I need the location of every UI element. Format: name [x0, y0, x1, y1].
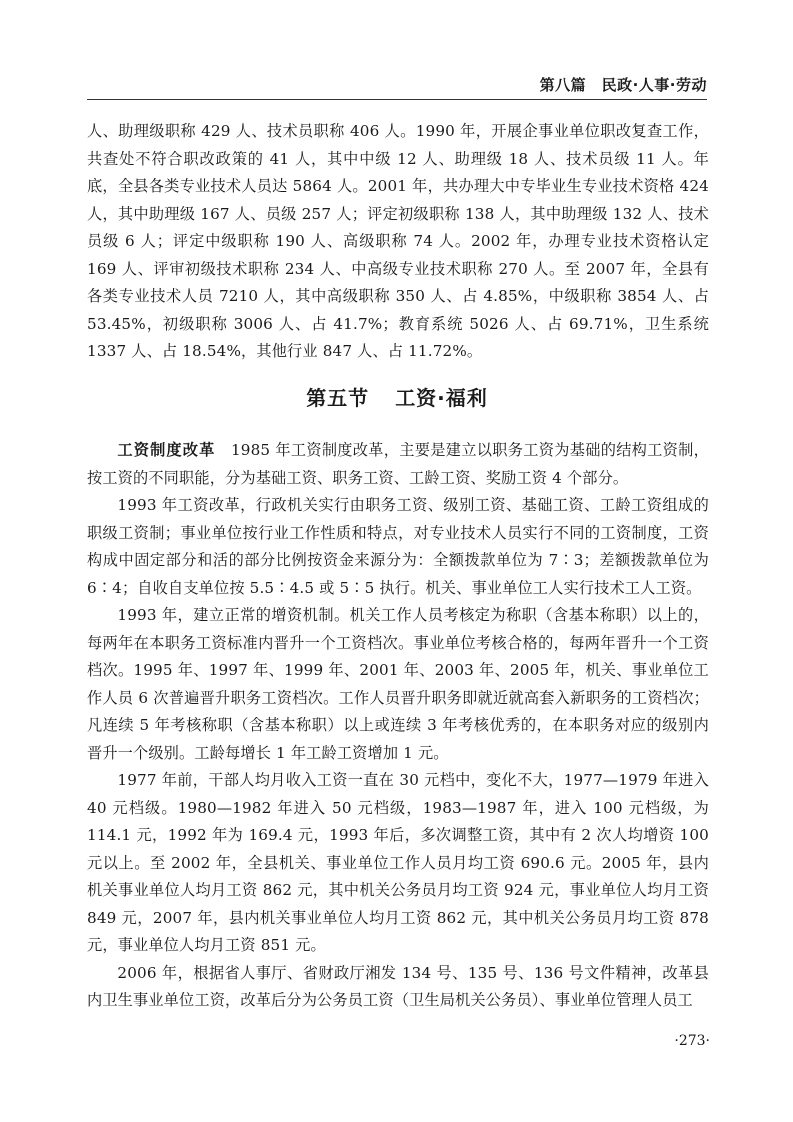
section-number: 第五节 [306, 386, 370, 410]
section-body [87, 437, 709, 1015]
paragraph-raise-mechanism: 1993 年，建立正常的增资机制。机关工作人员考核定为称职（含基本称职）以上的，每两年在本职务工资标准内晋升一个工资档次。事业单位考核合格的，每两年晋升一个工资档次。1995 年、1997 年、1999 年、2001 年、2003 年、2005 年，机关、事业单位工作人员 6 次普遍晋升职务工资档次。工作人员晋升职务即就近就高套入新职务的工资档次；凡连续 5 年考核称职（含基本称职）以上或连续 3 年考核优秀的，在本职务对应的级别内晋升一个级别。工龄每增长 1 年工龄工资增加 1 元。 [87, 606, 709, 762]
paragraph-runin-heading: 工资制度改革 [117, 441, 216, 459]
continuation-paragraph: 人、助理级职称 429 人、技术员职称 406 人。1990 年，开展企事业单位职改复查工作，共查处不符合职改政策的 41 人，其中中级 12 人、助理级 18 人、技术员级 11 人。年底，全县各类专业技术人员达 5864 人。2001 年，共办理大中专毕业生专业技术资格 424 人，其中助理级 167 人、员级 257 人；评定初级职称 138 人，其中助理级 132 人、技术员级 6 人；评定中级职称 190 人、高级职称 74 人。2002 年，办理专业技术资格认定 169 人、评审初级技术职称 234 人、中高级专业技术职称 270 人。至 2007 年，全县有各类专业技术人员 7210 人，其中高级职称 350 人、占 4.85%，中级职称 3854 人、占 53.45%，初级职称 3006 人、占 41.7%；教育系统 5026 人、占 69.71%，卫生系统 1337 人、占 18.54%，其他行业 847 人、占 11.72%。 [87, 122, 709, 360]
paragraph-2006-reform: 2006 年，根据省人事厅、省财政厅湘发 134 号、135 号、136 号文件精神，改革县内卫生事业单位工资，改革后分为公务员工资（卫生局机关公务员）、事业单位管理人员工 [87, 963, 709, 1009]
page-number: ·273· [674, 1033, 710, 1049]
header-rule [87, 99, 707, 100]
paragraph-text: 1985 年工资制度改革，主要是建立以职务工资为基础的结构工资制，按工资的不同职能，分为基础工资、职务工资、工龄工资、奖励工资 4 个部分。 [87, 441, 709, 487]
running-head: 第八篇 民政·人事·劳动 [539, 76, 707, 94]
paragraph-income-history: 1977 年前，干部人均月收入工资一直在 30 元档中，变化不大，1977—1979 年进入 40 元档级。1980—1982 年进入 50 元档级，1983—1987 年，进入 100 元档级，为 114.1 元，1992 年为 169.4 元，1993 年后，多次调整工资，其中有 2 次人均增资 100 元以上。至 2002 年，全县机关、事业单位工作人员月均工资 690.6 元。2005 年，县内机关事业单位人均月工资 862 元，其中机关公务员月均工资 924 元，事业单位人均月工资 849 元，2007 年，县内机关事业单位人均月工资 862 元，其中机关公务员月均工资 878 元，事业单位人均月工资 851 元。 [87, 771, 709, 954]
section-title [87, 381, 707, 415]
paragraph-1993-reform: 1993 年工资改革，行政机关实行由职务工资、级别工资、基础工资、工龄工资组成的职级工资制；事业单位按行业工作性质和特点，对专业技术人员实行不同的工资制度，工资构成中固定部分和活的部分比例按资金来源分为：全额拨款单位为 7∶3；差额拨款单位为 6∶4；自收自支单位按 5.5∶4.5 或 5∶5 执行。机关、事业单位工人实行技术工人工资。 [87, 496, 709, 597]
section-heading: 工资·福利 [395, 386, 488, 410]
paragraph-wage-reform [87, 437, 709, 492]
continuation-block [87, 118, 709, 366]
